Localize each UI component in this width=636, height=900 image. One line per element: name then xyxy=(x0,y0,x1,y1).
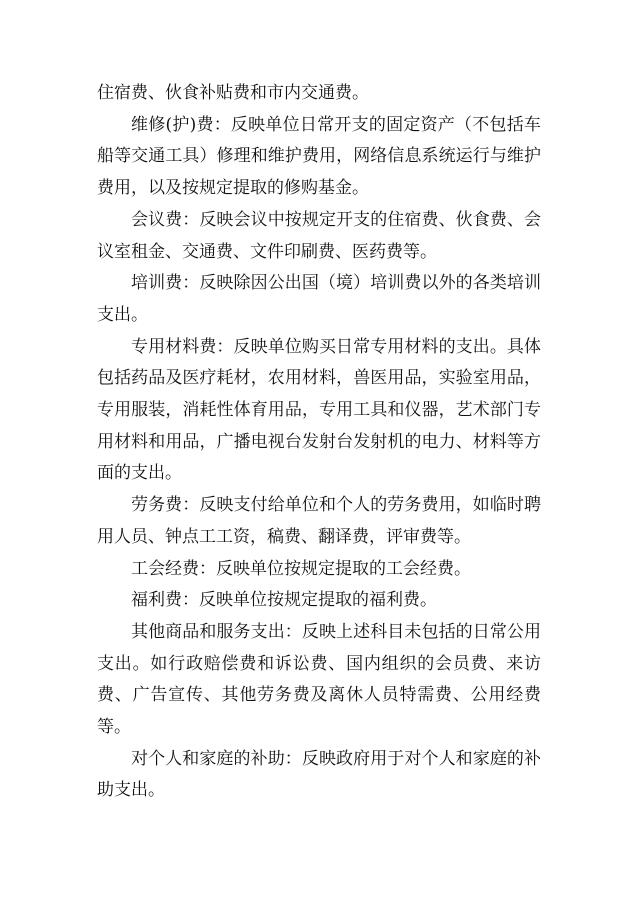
paragraph-welfare-fee: 福利费：反映单位按规定提取的福利费。 xyxy=(131,590,437,611)
paragraph-meeting-fee: 会议费：反映会议中按规定开支的住宿费、伙食费、会议室租金、交通费、文件印刷费、医药费等。 xyxy=(97,209,541,262)
paragraph-continuation: 住宿费、伙食补贴费和市内交通费。 xyxy=(97,83,369,103)
paragraph-union-fund: 工会经费：反映单位按规定提取的工会经费。 xyxy=(131,558,471,579)
paragraph-other-goods-services: 其他商品和服务支出：反映上述科目未包括的日常公用支出。如行政赔偿费和诉讼费、国内组织的会员费、来访费、广告宣传、其他劳务费及离休人员特需费、公用经费等。 xyxy=(97,621,541,738)
paragraph-training-fee: 培训费：反映除因公出国（境）培训费以外的各类培训支出。 xyxy=(97,273,541,325)
paragraph-maintenance-fee: 维修(护)费：反映单位日常开支的固定资产（不包括车船等交通工具）修理和维护费用，网络信息系统运行与维护费用，以及按规定提取的修购基金。 xyxy=(97,114,541,199)
document-body xyxy=(97,78,541,807)
paragraph-special-materials-fee: 专用材料费：反映单位购买日常专用材料的支出。具体包括药品及医疗耗材，农用材料，兽医用品，实验室用品，专用服装，消耗性体育用品，专用工具和仪器，艺术部门专用材料和用品，广播电视台发射台发射机的电力、材料等方面的支出。 xyxy=(97,336,541,484)
paragraph-labor-fee: 劳务费：反映支付给单位和个人的劳务费用，如临时聘用人员、钟点工工资，稿费、翻译费，评审费等。 xyxy=(97,495,541,547)
paragraph-personal-family-subsidy: 对个人和家庭的补助：反映政府用于对个人和家庭的补助支出。 xyxy=(97,748,541,801)
